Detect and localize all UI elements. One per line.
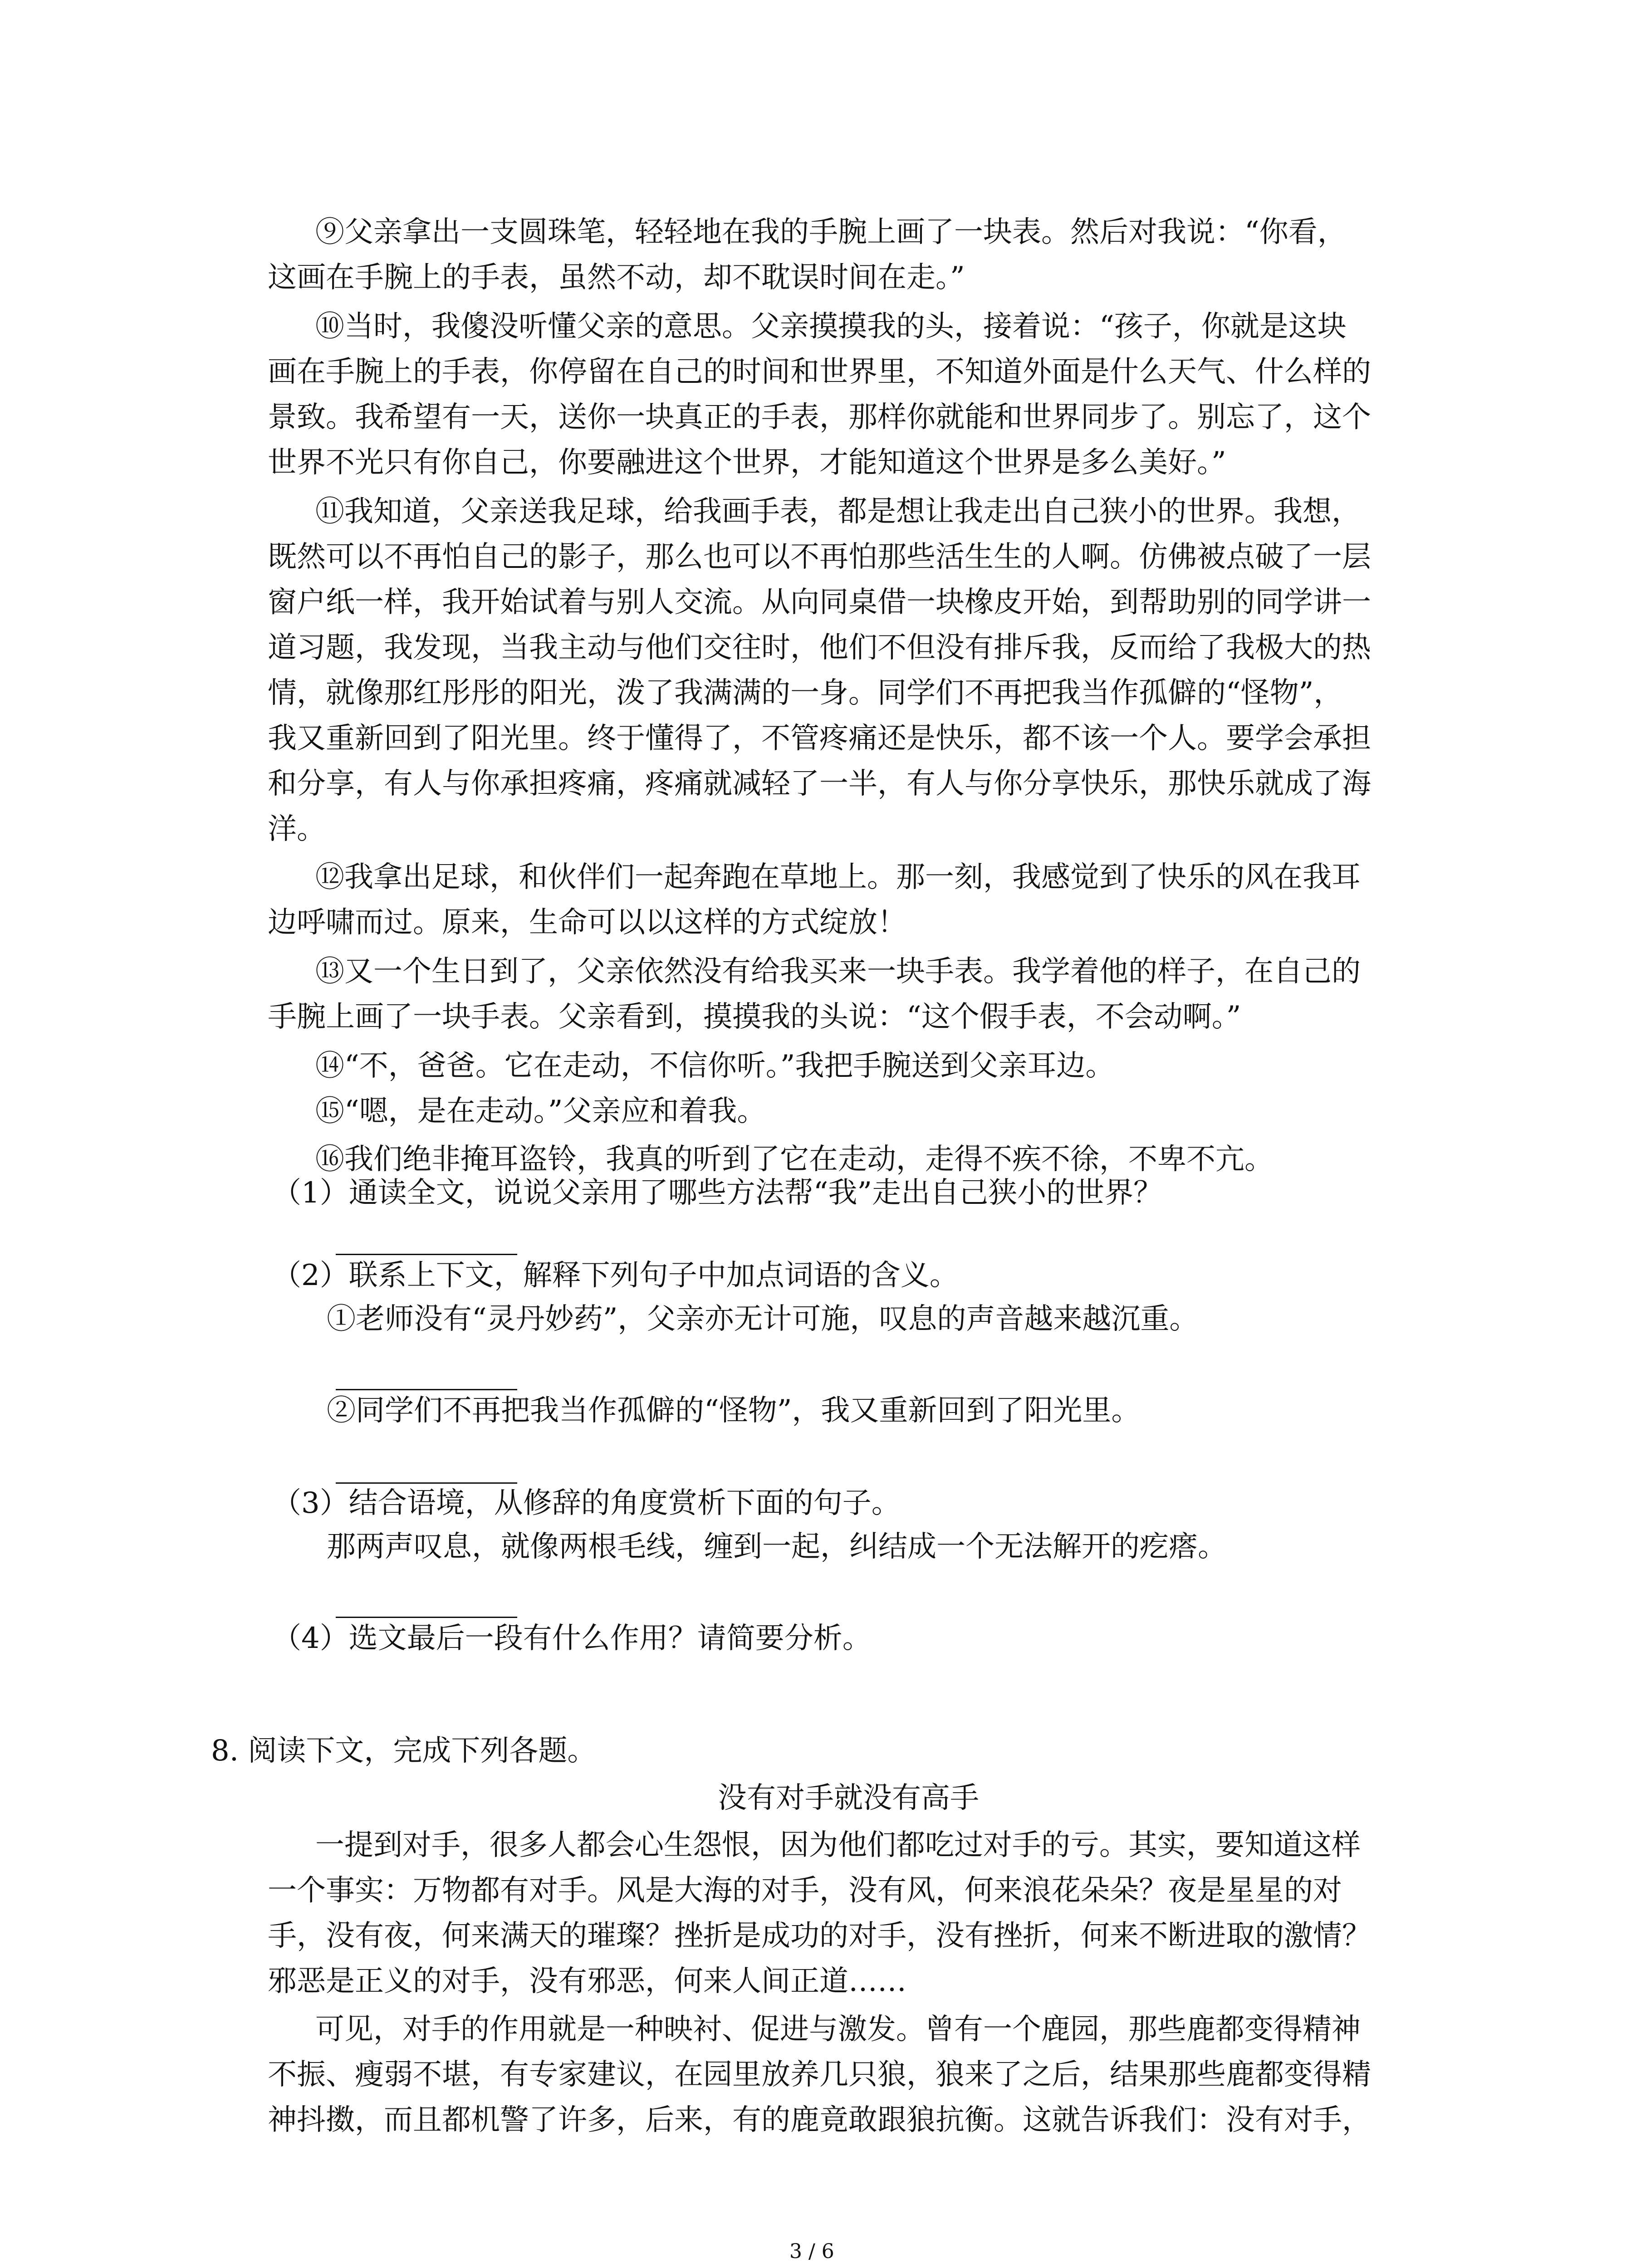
article-line-5: 可见，对手的作用就是一种映衬、促进与激发。曾有一个鹿园，那些鹿都变得精神 [315, 2013, 1361, 2046]
paragraph-14: ⑭“不，爸爸。它在走动，不信你听。”我把手腕送到父亲耳边。 [315, 1049, 1115, 1083]
paragraph-15: ⑮“嗯，是在走动。”父亲应和着我。 [315, 1095, 766, 1128]
question-3-sentence: 那两声叹息，就像两根毛线，缠到一起，纠结成一个无法解开的疙瘩。 [327, 1530, 1227, 1564]
paragraph-11-line-1: ⑪我知道，父亲送我足球，给我画手表，都是想让我走出自己狭小的世界。我想， [315, 495, 1361, 528]
question-2-item-2: ②同学们不再把我当作孤僻的“怪物”，我又重新回到了阳光里。 [327, 1394, 1141, 1427]
page-number: 3 / 6 [789, 2240, 834, 2263]
article-title: 没有对手就没有高手 [718, 1781, 979, 1815]
question-2: （2）联系上下文，解释下列句子中加点词语的含义。 [272, 1259, 959, 1292]
paragraph-10-line-4: 世界不光只有你自己，你要融进这个世界，才能知道这个世界是多么美好。” [268, 446, 1226, 479]
question-2-item-1: ①老师没有“灵丹妙药”，父亲亦无计可施，叹息的声音越来越沉重。 [327, 1302, 1199, 1336]
paragraph-10-line-2: 画在手腕上的手表，你停留在自己的时间和世界里，不知道外面是什么天气、什么样的 [268, 355, 1371, 389]
paragraph-9-line-1: ⑨父亲拿出一支圆珠笔，轻轻地在我的手腕上画了一块表。然后对我说：“你看， [315, 215, 1347, 249]
paragraph-11-line-7: 和分享，有人与你承担疼痛，疼痛就减轻了一半，有人与你分享快乐，那快乐就成了海 [268, 767, 1371, 801]
paragraph-11-line-2: 既然可以不再怕自己的影子，那么也可以不再怕那些活生生的人啊。仿佛被点破了一层 [268, 540, 1371, 574]
paragraph-9-line-2: 这画在手腕上的手表，虽然不动，却不耽误时间在走。” [268, 261, 965, 294]
article-line-2: 一个事实：万物都有对手。风是大海的对手，没有风，何来浪花朵朵？夜是星星的对 [268, 1874, 1342, 1907]
paragraph-10-line-1: ⑩当时，我傻没听懂父亲的意思。父亲摸摸我的头，接着说：“孩子，你就是这块 [315, 310, 1347, 343]
question-4: （4）选文最后一段有什么作用？请简要分析。 [272, 1622, 872, 1655]
paragraph-13-line-1: ⑬又一个生日到了，父亲依然没有给我买来一块手表。我学着他的样子，在自己的 [315, 955, 1361, 988]
paragraph-11-line-5: 情，就像那红彤彤的阳光，泼了我满满的一身。同学们不再把我当作孤僻的“怪物”， [268, 676, 1343, 710]
article-line-7: 神抖擞，而且都机警了许多，后来，有的鹿竟敢跟狼抗衡。这就告诉我们：没有对手， [268, 2103, 1371, 2137]
question-1: （1）通读全文，说说父亲用了哪些方法帮“我”走出自己狭小的世界？ [272, 1176, 1163, 1210]
paragraph-11-line-8: 洋。 [268, 812, 326, 846]
article-line-3: 手，没有夜，何来满天的璀璨？挫折是成功的对手，没有挫折，何来不断进取的激情？ [268, 1919, 1371, 1953]
article-line-1: 一提到对手，很多人都会心生怨恨，因为他们都吃过对手的亏。其实，要知道这样 [315, 1828, 1361, 1862]
section-8-heading: 8. 阅读下文，完成下列各题。 [211, 1734, 597, 1768]
article-line-4: 邪恶是正义的对手，没有邪恶，何来人间正道…… [268, 1965, 906, 1998]
article-line-6: 不振、瘦弱不堪，有专家建议，在园里放养几只狼，狼来了之后，结果那些鹿都变得精 [268, 2058, 1371, 2092]
paragraph-11-line-3: 窗户纸一样，我开始试着与别人交流。从向同桌借一块橡皮开始，到帮助别的同学讲一 [268, 586, 1371, 619]
paragraph-13-line-2: 手腕上画了一块手表。父亲看到，摸摸我的头说：“这个假手表，不会动啊。” [268, 1000, 1241, 1034]
paragraph-12-line-1: ⑫我拿出足球，和伙伴们一起奔跑在草地上。那一刻，我感觉到了快乐的风在我耳 [315, 860, 1361, 894]
paragraph-11-line-6: 我又重新回到了阳光里。终于懂得了，不管疼痛还是快乐，都不该一个人。要学会承担 [268, 722, 1371, 755]
paragraph-10-line-3: 景致。我希望有一天，送你一块真正的手表，那样你就能和世界同步了。别忘了，这个 [268, 401, 1371, 434]
question-3: （3）结合语境，从修辞的角度赏析下面的句子。 [272, 1486, 901, 1520]
paragraph-12-line-2: 边呼啸而过。原来，生命可以以这样的方式绽放！ [268, 906, 906, 939]
paragraph-11-line-4: 道习题，我发现，当我主动与他们交往时，他们不但没有排斥我，反而给了我极大的热 [268, 631, 1371, 665]
paragraph-16: ⑯我们绝非掩耳盗铃，我真的听到了它在走动，走得不疾不徐，不卑不亢。 [315, 1143, 1274, 1176]
